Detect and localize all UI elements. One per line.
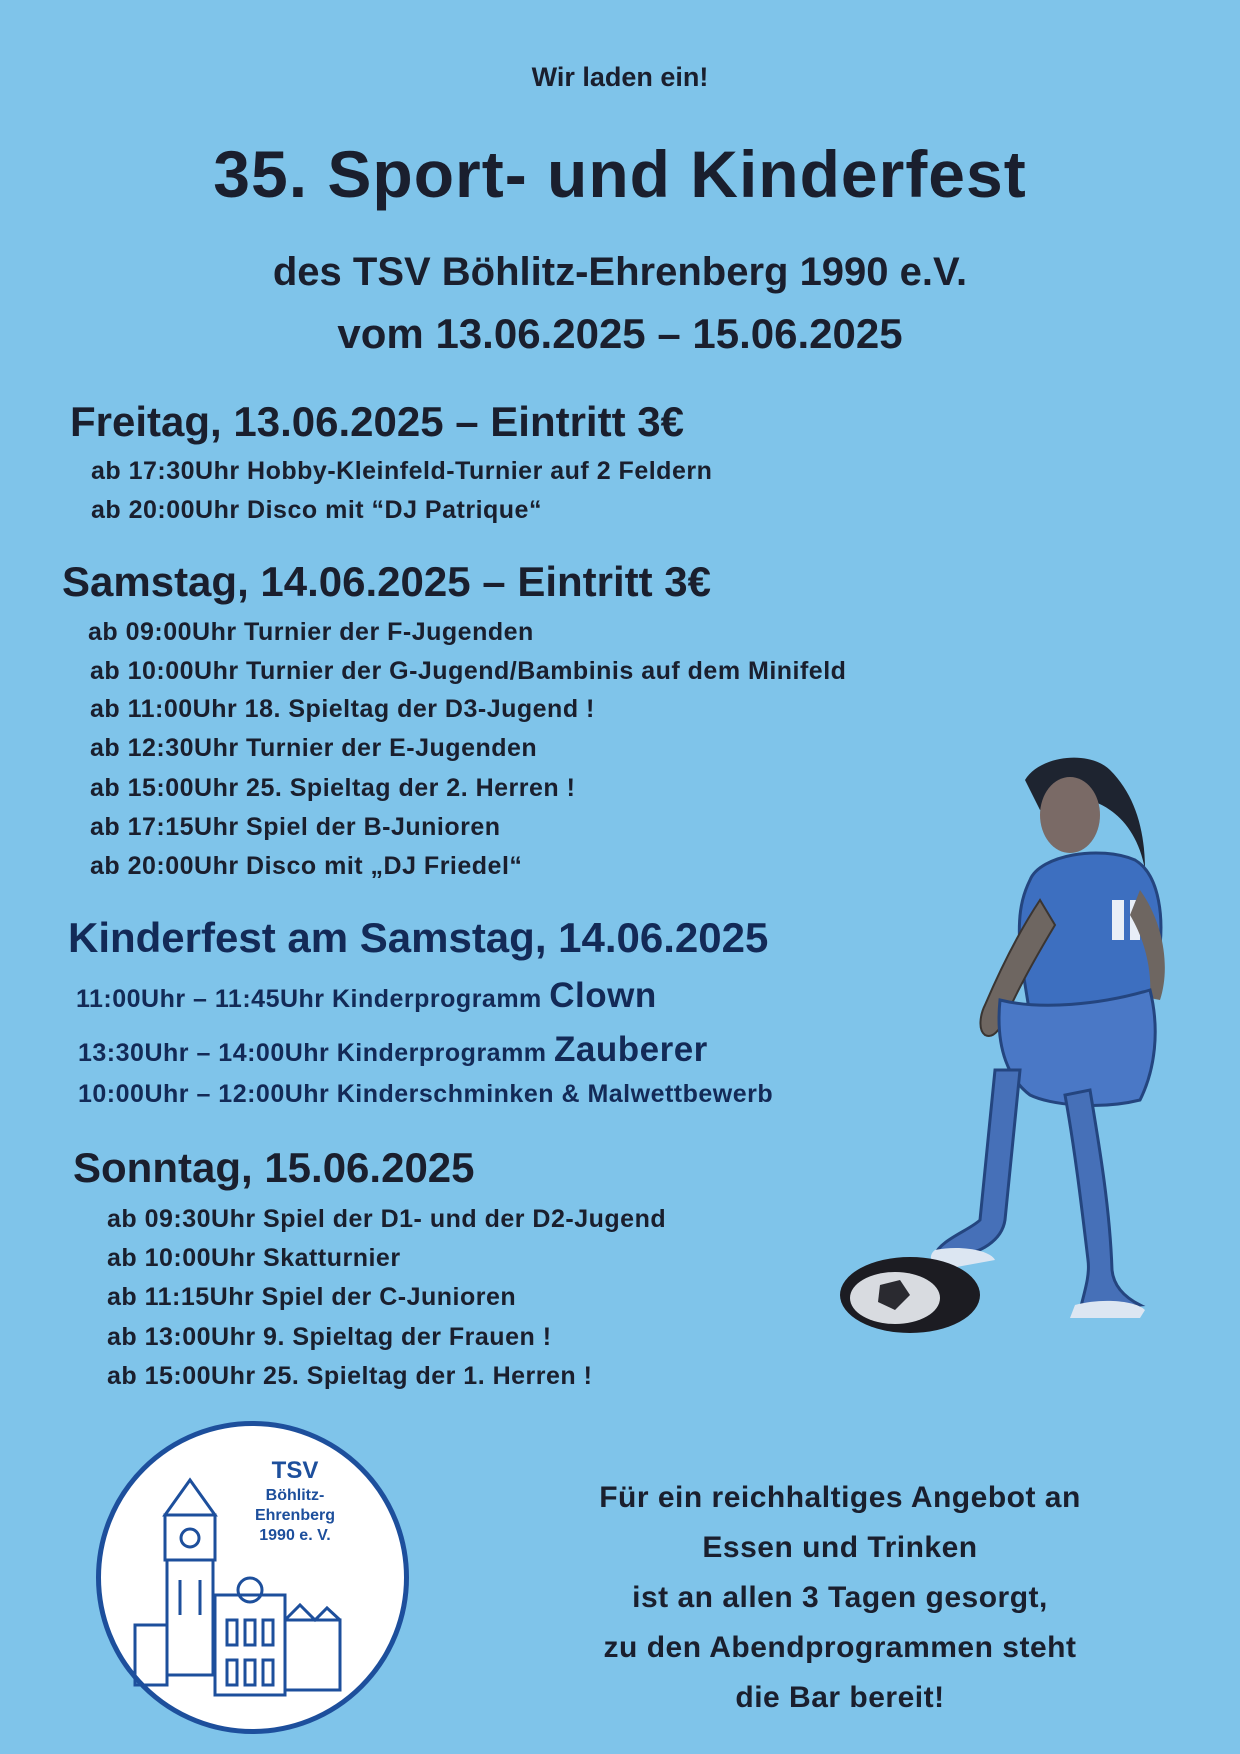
logo-line: Ehrenberg (254, 1507, 336, 1524)
footer-line: die Bar bereit! (735, 1681, 945, 1714)
kinderfest-item-text: 13:30Uhr – 14:00Uhr Kinderprogramm (78, 1039, 547, 1067)
saturday-item: ab 10:00Uhr Turnier der G-Jugend/Bambinis auf dem Minifeld (90, 657, 847, 685)
sunday-item: ab 15:00Uhr 25. Spieltag der 1. Herren ! (107, 1362, 593, 1390)
footer-line: ist an allen 3 Tagen gesorgt, (632, 1581, 1048, 1614)
saturday-item: ab 15:00Uhr 25. Spieltag der 2. Herren ! (90, 774, 576, 802)
club-logo (95, 1420, 410, 1735)
kinderfest-item (78, 1030, 708, 1070)
saturday-item: ab 09:00Uhr Turnier der F-Jugenden (88, 618, 534, 646)
logo-line: TSV (271, 1457, 319, 1484)
event-dates: vom 13.06.2025 – 15.06.2025 (337, 310, 903, 357)
kinderfest-item (76, 976, 657, 1016)
player-leg-left (935, 1070, 1020, 1255)
sunday-item: ab 13:00Uhr 9. Spieltag der Frauen ! (107, 1323, 552, 1351)
saturday-item: ab 11:00Uhr 18. Spieltag der D3-Jugend ! (90, 695, 595, 723)
sunday-item: ab 11:15Uhr Spiel der C-Junioren (107, 1283, 517, 1311)
club-subtitle: des TSV Böhlitz-Ehrenberg 1990 e.V. (272, 250, 968, 294)
kinderfest-item-highlight: Clown (549, 976, 657, 1015)
friday-heading: Freitag, 13.06.2025 – Eintritt 3€ (70, 398, 684, 445)
football-player-illustration (740, 750, 1230, 1470)
footer-line: zu den Abendprogrammen steht (603, 1631, 1077, 1664)
sunday-item: ab 10:00Uhr Skatturnier (107, 1244, 401, 1272)
saturday-item: ab 20:00Uhr Disco mit „DJ Friedel“ (90, 852, 523, 880)
kinderfest-item-highlight: Zauberer (554, 1030, 708, 1069)
kinderfest-item-text: 10:00Uhr – 12:00Uhr Kinderschminken & Malwettbewerb (78, 1080, 774, 1108)
player-head (1040, 777, 1100, 853)
friday-item: ab 17:30Uhr Hobby-Kleinfeld-Turnier auf 2 Feldern (91, 457, 713, 485)
sunday-heading: Sonntag, 15.06.2025 (73, 1144, 475, 1191)
saturday-heading: Samstag, 14.06.2025 – Eintritt 3€ (62, 558, 712, 605)
friday-item: ab 20:00Uhr Disco mit “DJ Patrique“ (91, 496, 542, 524)
saturday-item: ab 17:15Uhr Spiel der B-Junioren (90, 813, 501, 841)
logo-line: 1990 e. V. (259, 1527, 331, 1544)
footer-line: Für ein reichhaltiges Angebot an (599, 1481, 1081, 1514)
event-title: 35. Sport- und Kinderfest (213, 137, 1027, 211)
logo-line: Böhlitz- (265, 1487, 325, 1504)
player-leg-right (1065, 1090, 1140, 1310)
jersey-number (1112, 900, 1124, 940)
invite-line: Wir laden ein! (531, 62, 709, 92)
footer-notice (500, 1473, 1180, 1723)
kinderfest-heading: Kinderfest am Samstag, 14.06.2025 (68, 914, 769, 961)
footer-line: Essen und Trinken (702, 1531, 978, 1564)
kinderfest-item (78, 1080, 773, 1109)
player-shorts (999, 990, 1155, 1105)
saturday-item: ab 12:30Uhr Turnier der E-Jugenden (90, 734, 538, 762)
kinderfest-item-text: 11:00Uhr – 11:45Uhr Kinderprogramm (76, 985, 542, 1013)
sunday-item: ab 09:30Uhr Spiel der D1- und der D2-Jugend (107, 1205, 667, 1233)
